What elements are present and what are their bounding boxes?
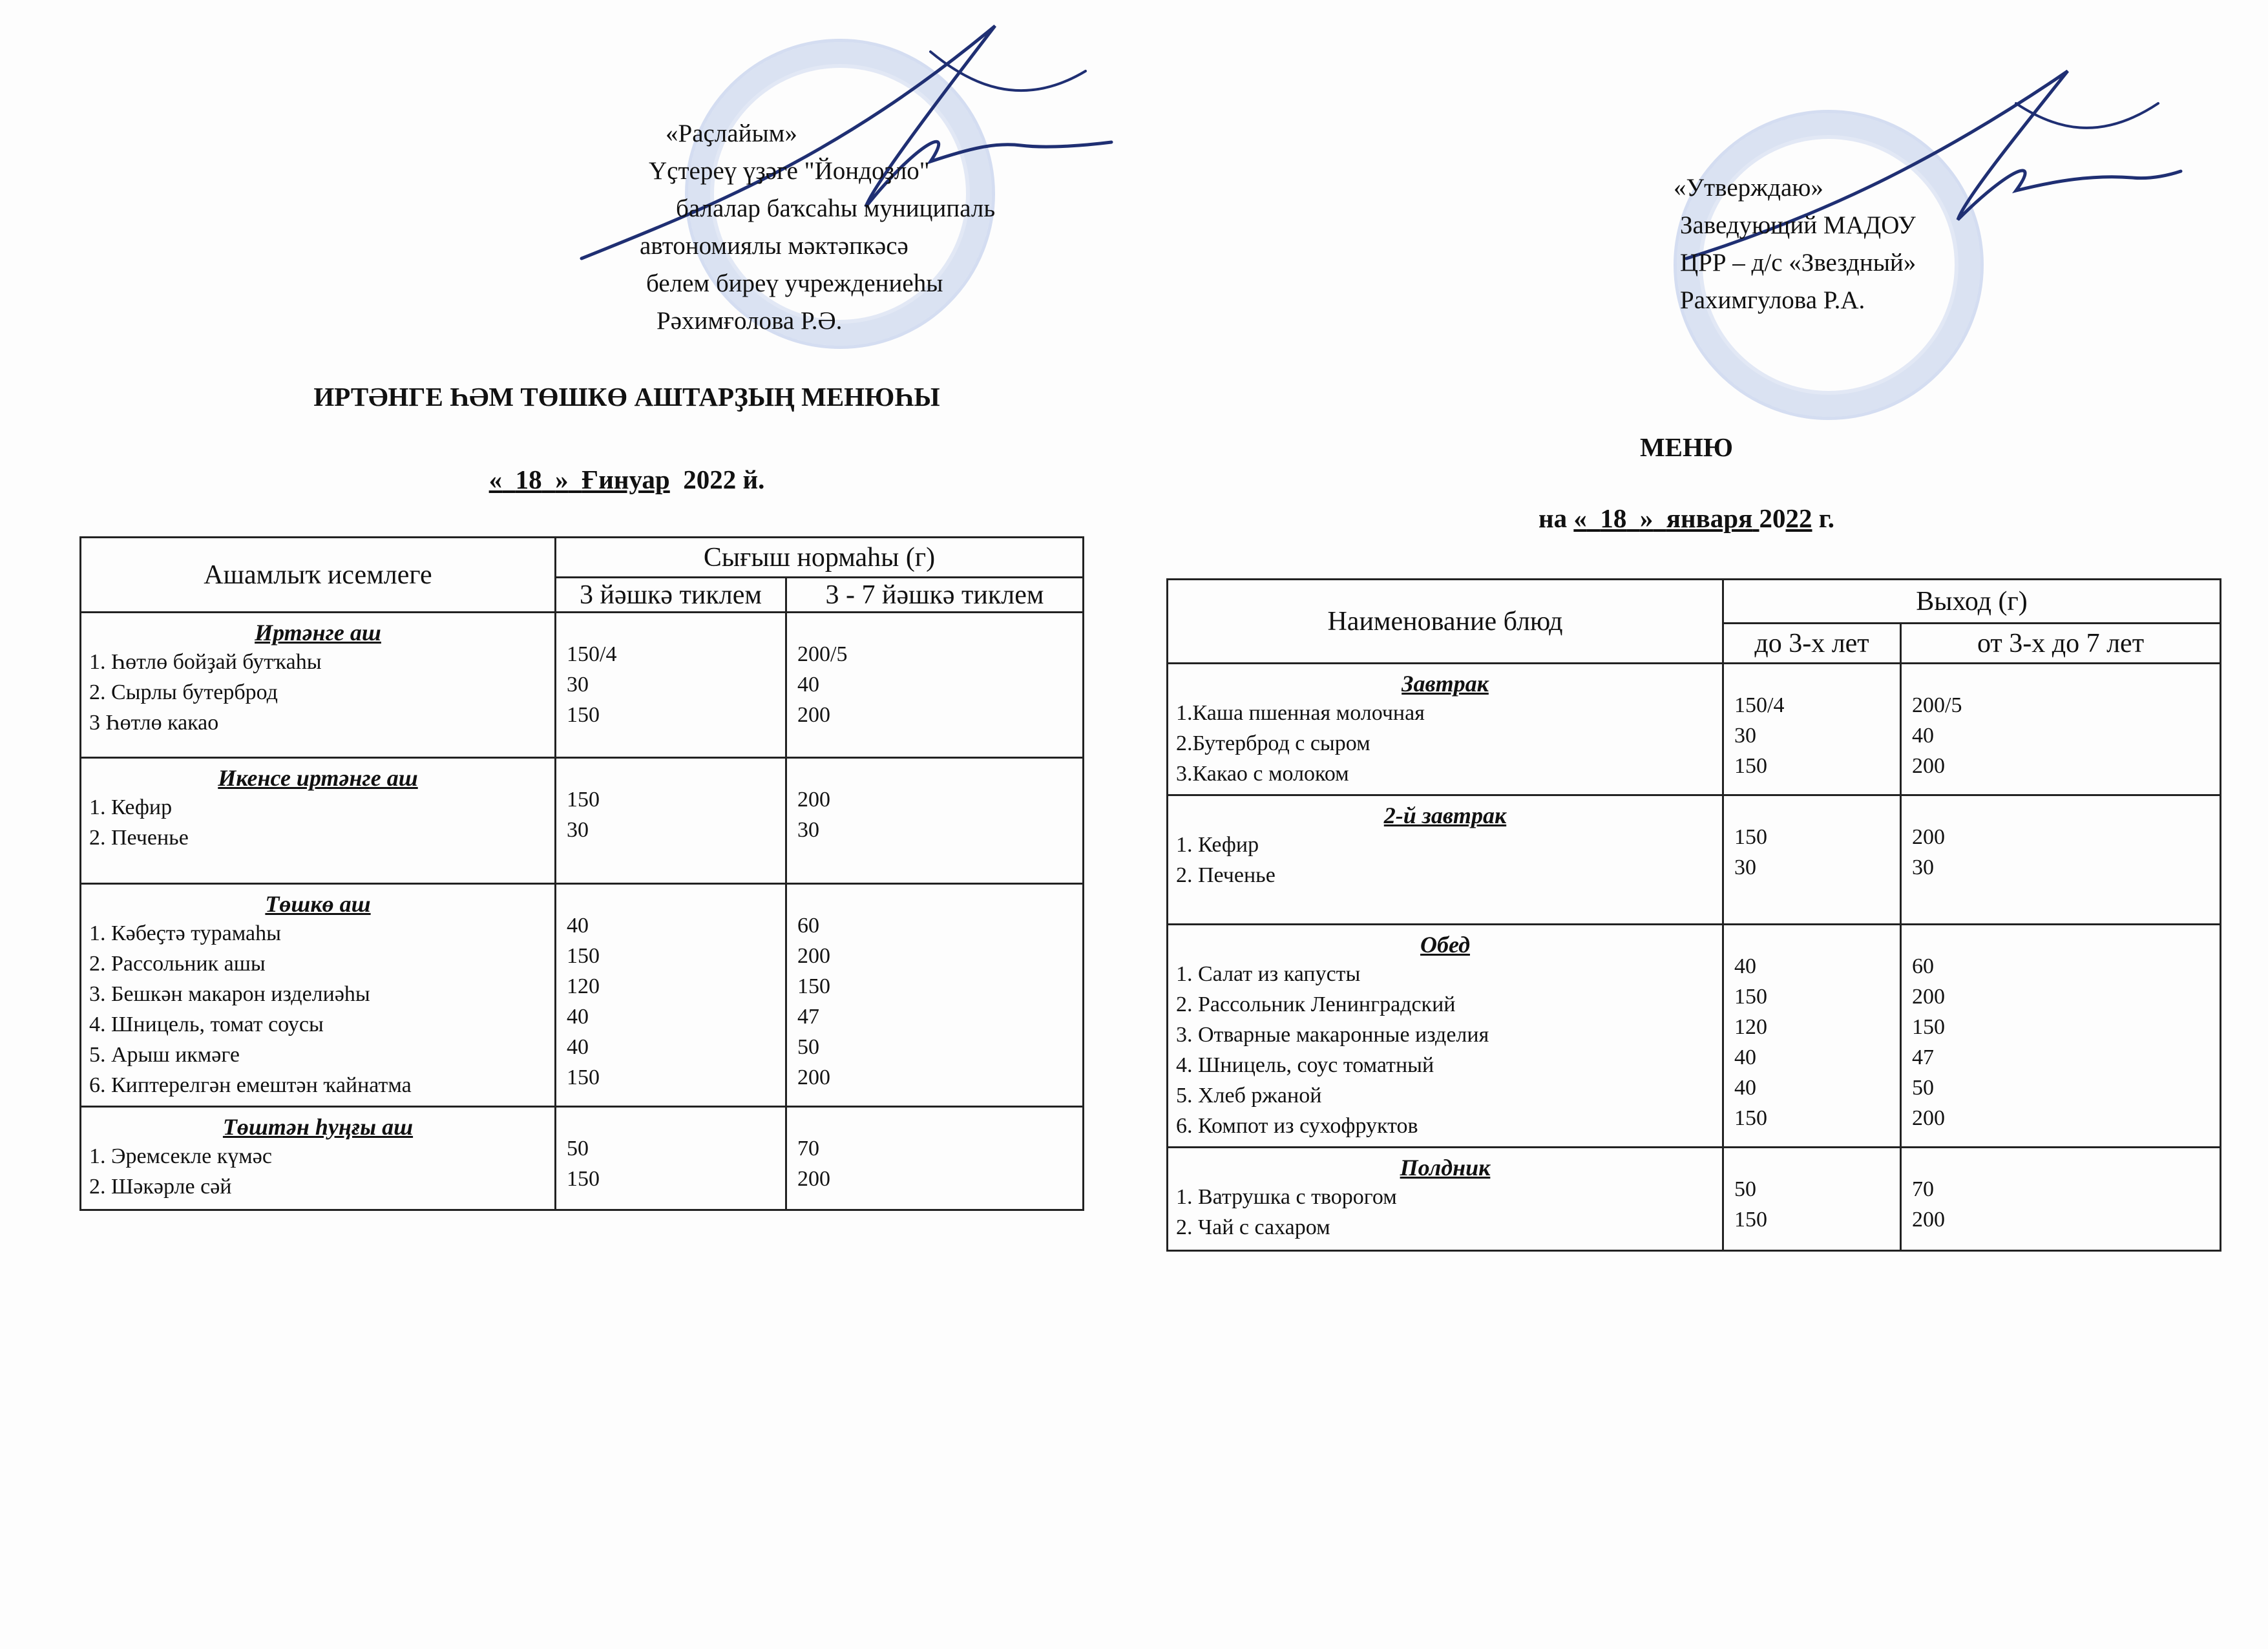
right-portion-age1: 150 [1734, 1106, 1767, 1130]
right-approval-block [1674, 169, 1916, 319]
right-portion-age2: 200 [1912, 754, 1945, 778]
left-portion-age1: 40 [567, 1005, 589, 1029]
right-portion-age1: 120 [1734, 1015, 1767, 1039]
right-portion-age1: 150 [1734, 825, 1767, 849]
left-portion-age2: 47 [797, 1005, 819, 1029]
left-approval-line: Рәхимғолова Р.Ә. [656, 307, 843, 335]
right-portion-age2: 200/5 [1912, 693, 1962, 717]
right-portion-age1: 150 [1734, 985, 1767, 1009]
right-date-year-b: 22 [1785, 503, 1812, 533]
right-portion-age2: 200 [1912, 1106, 1945, 1130]
left-portion-age2: 40 [797, 673, 819, 697]
right-portion-age2: 40 [1912, 724, 1934, 748]
left-col-header-age2: 3 - 7 йәшкә тиклем [786, 578, 1084, 613]
left-approval-line: автономиялы мәктәпкәсә [640, 232, 908, 260]
left-portion-age1: 120 [567, 974, 600, 998]
right-meal-item: 2. Печенье [1176, 863, 1276, 887]
left-portion-age2: 200 [797, 944, 830, 968]
left-portion-age2: 150 [797, 974, 830, 998]
left-approval-line: «Раҫлайым» [666, 120, 797, 147]
right-portion-age2: 47 [1912, 1045, 1934, 1069]
right-approval-line: Рахимгулова Р.А. [1680, 286, 1865, 314]
right-meal-row [1168, 664, 2221, 795]
left-approval-block [640, 115, 995, 340]
left-date-month: Ғинуар [582, 465, 670, 494]
left-meal-row [81, 613, 1084, 758]
left-portion-age1: 150 [567, 944, 600, 968]
right-meal-row [1168, 925, 2221, 1148]
left-meal-title: Иртәнге аш [255, 620, 381, 646]
left-meal-item: 1. Кефир [89, 795, 173, 819]
right-portion-age1: 150 [1734, 754, 1767, 778]
right-menu-title: МЕНЮ [1639, 432, 1734, 462]
left-portion-age1: 40 [567, 1035, 589, 1059]
right-menu-table [1166, 578, 2221, 1252]
right-portion-age1: 50 [1734, 1177, 1756, 1201]
right-col-header-age1: до 3-х лет [1723, 624, 1901, 664]
left-portion-age2: 200 [797, 1066, 830, 1089]
left-portion-age2: 200 [797, 703, 830, 727]
right-portion-age1: 40 [1734, 1076, 1756, 1100]
left-portion-age1: 50 [567, 1137, 589, 1161]
left-portion-age2: 200/5 [797, 642, 848, 666]
left-portion-age1: 150 [567, 1167, 600, 1191]
right-meal-title: Обед [1420, 932, 1470, 958]
right-date-open: « [1573, 503, 1587, 533]
left-approval-line: белем биреү учреждениеһы [646, 269, 943, 297]
left-meal-item: 4. Шницель, томат соусы [89, 1013, 324, 1036]
right-meal-item: 6. Компот из сухофруктов [1176, 1114, 1418, 1138]
left-menu-date [78, 464, 1176, 495]
left-meal-row [81, 1107, 1084, 1210]
left-meal-item: 3. Бешкән макарон изделиәһы [89, 982, 370, 1006]
left-meal-item: 1. Эремсекле күмәс [89, 1144, 272, 1168]
left-portion-age1: 150 [567, 703, 600, 727]
right-date-year-a: 20 [1759, 503, 1786, 533]
left-meal-row [81, 884, 1084, 1107]
right-meal-item: 2. Рассольник Ленинградский [1176, 993, 1456, 1016]
right-approval-line: «Утверждаю» [1674, 174, 1823, 202]
left-portion-age2: 200 [797, 788, 830, 812]
right-meal-row [1168, 795, 2221, 925]
right-approval-line: ЦРР – д/с «Звездный» [1680, 249, 1916, 277]
right-date-day: 18 [1600, 503, 1627, 533]
right-col-header-name: Наименование блюд [1168, 580, 1723, 664]
left-portion-age1: 30 [567, 818, 589, 842]
left-portion-age2: 60 [797, 914, 819, 938]
left-meal-title: Икенсе иртәнге аш [218, 765, 418, 791]
left-date-day: 18 [515, 465, 542, 494]
right-date-prefix: на [1538, 503, 1568, 533]
right-col-header-output: Выход (г) [1723, 580, 2221, 624]
left-meal-item: 2. Шәкәрле сәй [89, 1175, 232, 1199]
left-meal-item: 1. Һөтлө бойҙай бутҡаһы [89, 650, 322, 674]
left-portion-age1: 150 [567, 788, 600, 812]
left-meal-item: 1. Кәбеҫтә турамаһы [89, 921, 281, 945]
right-portion-age2: 200 [1912, 825, 1945, 849]
left-col-header-name: Ашамлыҡ исемлеге [81, 538, 556, 613]
left-meal-item: 6. Киптерелгән емештән ҡайнатма [89, 1073, 412, 1097]
left-portion-age1: 150/4 [567, 642, 617, 666]
left-approval-line: балалар баҡсаһы муниципаль [676, 194, 996, 222]
right-date-suffix: г. [1818, 503, 1835, 533]
right-portion-age1: 30 [1734, 724, 1756, 748]
left-meal-title: Төшкө аш [265, 891, 371, 917]
right-col-header-age2: от 3-х до 7 лет [1901, 624, 2221, 664]
right-portion-age1: 40 [1734, 954, 1756, 978]
right-meal-title: Полдник [1400, 1155, 1491, 1181]
right-portion-age1: 150 [1734, 1208, 1767, 1232]
right-portion-age2: 60 [1912, 954, 1934, 978]
left-meal-item: 2. Сырлы бутерброд [89, 680, 278, 704]
right-portion-age1: 40 [1734, 1045, 1756, 1069]
left-portion-age1: 150 [567, 1066, 600, 1089]
left-portion-age2: 70 [797, 1137, 819, 1161]
right-portion-age2: 200 [1912, 985, 1945, 1009]
right-meal-item: 4. Шницель, соус томатный [1176, 1053, 1434, 1077]
right-portion-age1: 30 [1734, 856, 1756, 879]
right-menu-date [1202, 503, 2171, 534]
right-portion-age1: 150/4 [1734, 693, 1785, 717]
left-meal-item: 2. Рассольник ашы [89, 952, 266, 976]
right-meal-item: 2. Чай с сахаром [1176, 1215, 1330, 1239]
right-approval-line: Заведующий МАДОУ [1680, 211, 1916, 239]
right-meal-title: 2-й завтрак [1383, 803, 1507, 828]
left-portion-age1: 40 [567, 914, 589, 938]
right-meal-item: 5. Хлеб ржаной [1176, 1084, 1322, 1108]
right-portion-age2: 30 [1912, 856, 1934, 879]
right-portion-age2: 50 [1912, 1076, 1934, 1100]
left-date-close: » [555, 465, 569, 494]
left-portion-age2: 30 [797, 818, 819, 842]
left-meal-item: 5. Арыш икмәге [89, 1043, 240, 1067]
right-date-month: января [1666, 503, 1753, 533]
right-date-close: » [1639, 503, 1654, 533]
right-portion-age2: 70 [1912, 1177, 1934, 1201]
left-menu-table [79, 536, 1084, 1211]
left-menu-title: ИРТӘНГЕ ҺӘМ ТӨШКӨ АШТАРҘЫҢ МЕНЮҺЫ [313, 382, 940, 412]
right-meal-item: 1. Ватрушка с творогом [1176, 1185, 1397, 1209]
right-meal-item: 1. Салат из капусты [1176, 962, 1361, 986]
right-meal-item: 2.Бутерброд с сыром [1176, 731, 1370, 755]
left-date-year: 2022 й. [683, 465, 765, 494]
right-meal-row [1168, 1148, 2221, 1251]
right-meal-item: 1. Кефир [1176, 833, 1259, 857]
left-meal-row [81, 758, 1084, 884]
right-meal-item: 3.Какао с молоком [1176, 762, 1349, 786]
left-portion-age2: 50 [797, 1035, 819, 1059]
left-meal-item: 3 Һөтлө какао [89, 711, 219, 735]
left-col-header-output: Сығыш нормаһы (г) [556, 538, 1084, 578]
left-meal-title: Төштән һуңғы аш [222, 1114, 414, 1140]
right-meal-item: 1.Каша пшенная молочная [1176, 701, 1425, 725]
left-portion-age2: 200 [797, 1167, 830, 1191]
left-date-open: « [488, 465, 503, 494]
right-meal-title: Завтрак [1402, 671, 1489, 697]
right-meal-item: 3. Отварные макаронные изделия [1176, 1023, 1489, 1047]
left-portion-age1: 30 [567, 673, 589, 697]
left-col-header-age1: 3 йәшкә тиклем [556, 578, 786, 613]
left-approval-line: Үҫтереү үҙәге "Йондоҙло" [649, 157, 930, 185]
left-meal-item: 2. Печенье [89, 826, 189, 850]
right-portion-age2: 150 [1912, 1015, 1945, 1039]
right-portion-age2: 200 [1912, 1208, 1945, 1232]
